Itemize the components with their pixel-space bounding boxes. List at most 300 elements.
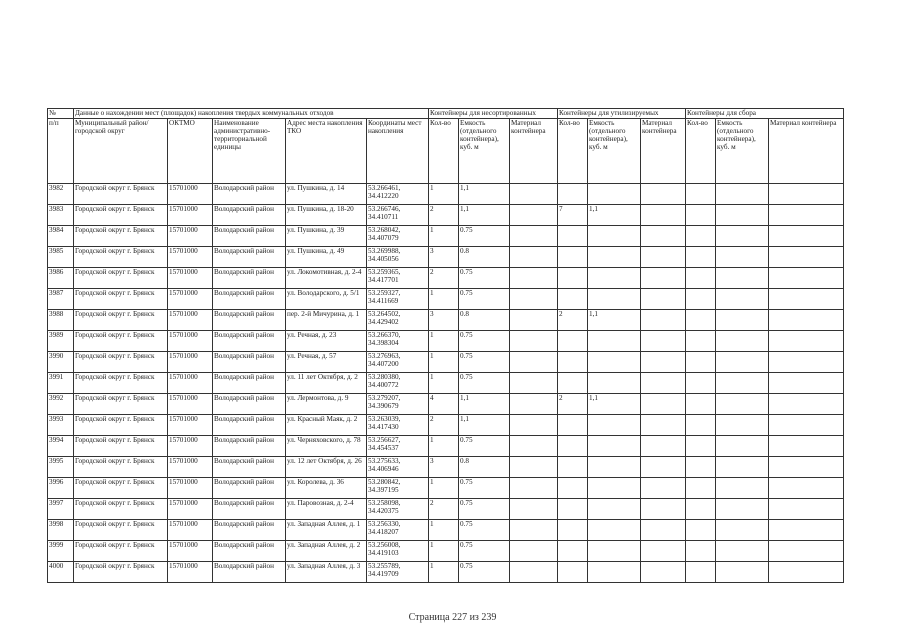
cell-count-recycle — [558, 184, 588, 205]
cell-material-recycle — [641, 310, 686, 331]
cell-count-recycle — [558, 226, 588, 247]
cell-capacity-other — [716, 205, 769, 226]
cell-oktmo: 15701000 — [168, 184, 213, 205]
cell-count-other — [686, 331, 716, 352]
cell-material-other — [769, 226, 844, 247]
header-capacity-other: Емкость (отдельного контейнера), куб. м — [716, 119, 769, 184]
cell-address: ул. Западная Аллея, д. 1 — [286, 520, 367, 541]
cell-count-other — [686, 205, 716, 226]
cell-capacity-recycle — [588, 289, 641, 310]
cell-address: ул. Королева, д. 36 — [286, 478, 367, 499]
cell-material-recycle — [641, 184, 686, 205]
cell-admin-unit: Володарский район — [213, 562, 286, 583]
cell-coordinates: 53.280380, 34.400772 — [367, 373, 429, 394]
cell-material-unsorted — [510, 205, 558, 226]
cell-count-other — [686, 499, 716, 520]
cell-oktmo: 15701000 — [168, 436, 213, 457]
table-row — [48, 436, 844, 457]
cell-material-unsorted — [510, 289, 558, 310]
cell-admin-unit: Володарский район — [213, 184, 286, 205]
cell-count-recycle — [558, 520, 588, 541]
cell-number: 3996 — [48, 478, 74, 499]
cell-address: ул. 12 лет Октября, д. 26 — [286, 457, 367, 478]
header-count-unsorted: Кол-во — [429, 119, 459, 184]
cell-capacity-unsorted: 0.75 — [459, 331, 510, 352]
cell-oktmo: 15701000 — [168, 226, 213, 247]
cell-coordinates: 53.269988, 34.405056 — [367, 247, 429, 268]
cell-admin-unit: Володарский район — [213, 289, 286, 310]
cell-municipality: Городской округ г. Брянск — [74, 352, 168, 373]
cell-capacity-recycle — [588, 226, 641, 247]
cell-address: ул. Пушкина, д. 39 — [286, 226, 367, 247]
cell-address: ул. Володарского, д. 5/1 — [286, 289, 367, 310]
waste-sites-table — [47, 108, 844, 583]
cell-capacity-recycle — [588, 541, 641, 562]
cell-coordinates: 53.275633, 34.406946 — [367, 457, 429, 478]
cell-address: ул. Речная, д. 57 — [286, 352, 367, 373]
cell-material-other — [769, 520, 844, 541]
cell-address: ул. Лермонтова, д. 9 — [286, 394, 367, 415]
cell-material-recycle — [641, 394, 686, 415]
cell-material-unsorted — [510, 310, 558, 331]
cell-admin-unit: Володарский район — [213, 247, 286, 268]
cell-capacity-unsorted: 0.75 — [459, 289, 510, 310]
cell-admin-unit: Володарский район — [213, 499, 286, 520]
cell-count-unsorted: 3 — [429, 310, 459, 331]
cell-material-unsorted — [510, 394, 558, 415]
header-group-location: Данные о нахождении мест (площадок) накопления твердых коммунальных отходов — [74, 109, 429, 119]
cell-count-recycle: 2 — [558, 394, 588, 415]
cell-count-other — [686, 478, 716, 499]
cell-material-unsorted — [510, 268, 558, 289]
cell-coordinates: 53.266461, 34.412220 — [367, 184, 429, 205]
page-number: Страница 227 из 239 — [408, 612, 497, 623]
cell-capacity-other — [716, 184, 769, 205]
cell-count-other — [686, 436, 716, 457]
header-count-recycle: Кол-во — [558, 119, 588, 184]
cell-municipality: Городской округ г. Брянск — [74, 184, 168, 205]
cell-material-unsorted — [510, 226, 558, 247]
cell-number: 3998 — [48, 520, 74, 541]
cell-count-recycle — [558, 247, 588, 268]
cell-municipality: Городской округ г. Брянск — [74, 205, 168, 226]
cell-capacity-recycle: 1,1 — [588, 205, 641, 226]
cell-address: ул. Черняховского, д. 78 — [286, 436, 367, 457]
cell-material-recycle — [641, 331, 686, 352]
table-body — [48, 184, 844, 583]
cell-number: 3983 — [48, 205, 74, 226]
cell-capacity-other — [716, 373, 769, 394]
cell-capacity-unsorted: 0.75 — [459, 562, 510, 583]
header-capacity-recycle: Емкость (отдельного контейнера), куб. м — [588, 119, 641, 184]
cell-count-unsorted: 1 — [429, 562, 459, 583]
cell-coordinates: 53.279207, 34.390679 — [367, 394, 429, 415]
cell-coordinates: 53.264502, 34.429402 — [367, 310, 429, 331]
cell-number: 3993 — [48, 415, 74, 436]
cell-material-recycle — [641, 478, 686, 499]
cell-admin-unit: Володарский район — [213, 436, 286, 457]
table-row — [48, 499, 844, 520]
cell-address: ул. Пушкина, д. 18-20 — [286, 205, 367, 226]
cell-material-other — [769, 436, 844, 457]
cell-material-other — [769, 310, 844, 331]
cell-count-recycle — [558, 562, 588, 583]
cell-capacity-recycle — [588, 331, 641, 352]
cell-number: 3985 — [48, 247, 74, 268]
cell-number: 3992 — [48, 394, 74, 415]
cell-coordinates: 53.280842, 34.397195 — [367, 478, 429, 499]
cell-material-unsorted — [510, 415, 558, 436]
cell-admin-unit: Володарский район — [213, 478, 286, 499]
table-row — [48, 184, 844, 205]
header-no: № — [48, 109, 74, 119]
cell-admin-unit: Володарский район — [213, 520, 286, 541]
cell-number: 3994 — [48, 436, 74, 457]
cell-material-other — [769, 394, 844, 415]
cell-count-other — [686, 184, 716, 205]
cell-capacity-other — [716, 562, 769, 583]
cell-material-unsorted — [510, 457, 558, 478]
cell-material-recycle — [641, 520, 686, 541]
cell-number: 3988 — [48, 310, 74, 331]
cell-count-other — [686, 562, 716, 583]
cell-material-recycle — [641, 562, 686, 583]
cell-capacity-recycle — [588, 499, 641, 520]
cell-count-unsorted: 1 — [429, 184, 459, 205]
cell-count-unsorted: 1 — [429, 331, 459, 352]
cell-capacity-other — [716, 520, 769, 541]
cell-capacity-other — [716, 415, 769, 436]
cell-coordinates: 53.256627, 34.454537 — [367, 436, 429, 457]
cell-oktmo: 15701000 — [168, 499, 213, 520]
cell-material-recycle — [641, 499, 686, 520]
cell-capacity-unsorted: 0.75 — [459, 436, 510, 457]
cell-number: 3999 — [48, 541, 74, 562]
cell-material-unsorted — [510, 499, 558, 520]
cell-municipality: Городской округ г. Брянск — [74, 268, 168, 289]
cell-material-unsorted — [510, 436, 558, 457]
cell-number: 3991 — [48, 373, 74, 394]
cell-oktmo: 15701000 — [168, 541, 213, 562]
cell-count-recycle — [558, 352, 588, 373]
cell-material-other — [769, 205, 844, 226]
cell-address: пер. 2-й Мичурина, д. 1 — [286, 310, 367, 331]
cell-count-other — [686, 352, 716, 373]
cell-capacity-unsorted: 1,1 — [459, 394, 510, 415]
cell-admin-unit: Володарский район — [213, 205, 286, 226]
cell-count-recycle: 2 — [558, 310, 588, 331]
cell-capacity-other — [716, 541, 769, 562]
cell-material-recycle — [641, 205, 686, 226]
table-row — [48, 373, 844, 394]
cell-coordinates: 53.276963, 34.407200 — [367, 352, 429, 373]
header-count-other: Кол-во — [686, 119, 716, 184]
cell-admin-unit: Володарский район — [213, 352, 286, 373]
cell-capacity-recycle — [588, 457, 641, 478]
table-row — [48, 457, 844, 478]
cell-admin-unit: Володарский район — [213, 331, 286, 352]
cell-coordinates: 53.255789, 34.419709 — [367, 562, 429, 583]
cell-count-recycle: 7 — [558, 205, 588, 226]
cell-material-other — [769, 373, 844, 394]
cell-material-other — [769, 184, 844, 205]
cell-coordinates: 53.268042, 34.407079 — [367, 226, 429, 247]
cell-capacity-recycle: 1,1 — [588, 310, 641, 331]
cell-number: 3989 — [48, 331, 74, 352]
header-material-unsorted: Материал контейнера — [510, 119, 558, 184]
cell-number: 3987 — [48, 289, 74, 310]
cell-capacity-unsorted: 0.8 — [459, 247, 510, 268]
cell-admin-unit: Володарский район — [213, 310, 286, 331]
header-group-recycle: Контейнеры для утилизируемых — [558, 109, 686, 119]
cell-admin-unit: Володарский район — [213, 457, 286, 478]
cell-material-recycle — [641, 268, 686, 289]
cell-municipality: Городской округ г. Брянск — [74, 436, 168, 457]
cell-oktmo: 15701000 — [168, 520, 213, 541]
cell-municipality: Городской округ г. Брянск — [74, 226, 168, 247]
cell-material-unsorted — [510, 373, 558, 394]
cell-oktmo: 15701000 — [168, 310, 213, 331]
cell-material-other — [769, 415, 844, 436]
cell-address: ул. Локомотивная, д. 2-4 — [286, 268, 367, 289]
cell-number: 3990 — [48, 352, 74, 373]
cell-capacity-recycle — [588, 373, 641, 394]
cell-count-unsorted: 2 — [429, 415, 459, 436]
cell-count-recycle — [558, 478, 588, 499]
cell-oktmo: 15701000 — [168, 394, 213, 415]
header-coordinates: Координаты мест накопления — [367, 119, 429, 184]
cell-capacity-unsorted: 0.75 — [459, 373, 510, 394]
cell-coordinates: 53.258098, 34.420375 — [367, 499, 429, 520]
table-row — [48, 247, 844, 268]
cell-oktmo: 15701000 — [168, 415, 213, 436]
cell-count-unsorted: 1 — [429, 520, 459, 541]
cell-count-unsorted: 1 — [429, 352, 459, 373]
header-municipality: Муниципальный район/городской округ — [74, 119, 168, 184]
registry-sheet — [47, 108, 843, 592]
table-row — [48, 352, 844, 373]
cell-capacity-other — [716, 289, 769, 310]
cell-capacity-other — [716, 499, 769, 520]
cell-material-recycle — [641, 247, 686, 268]
cell-material-other — [769, 478, 844, 499]
cell-capacity-unsorted: 0.75 — [459, 478, 510, 499]
cell-count-unsorted: 1 — [429, 478, 459, 499]
cell-count-other — [686, 457, 716, 478]
cell-count-unsorted: 3 — [429, 247, 459, 268]
cell-number: 3984 — [48, 226, 74, 247]
cell-admin-unit: Володарский район — [213, 394, 286, 415]
cell-capacity-unsorted: 0.75 — [459, 226, 510, 247]
cell-material-recycle — [641, 541, 686, 562]
cell-capacity-other — [716, 226, 769, 247]
cell-address: ул. Западная Аллея, д. 3 — [286, 562, 367, 583]
cell-count-recycle — [558, 415, 588, 436]
cell-count-recycle — [558, 541, 588, 562]
cell-address: ул. 11 лет Октября, д. 2 — [286, 373, 367, 394]
cell-count-recycle — [558, 289, 588, 310]
cell-capacity-recycle — [588, 268, 641, 289]
cell-material-other — [769, 331, 844, 352]
table-row — [48, 520, 844, 541]
cell-capacity-recycle — [588, 352, 641, 373]
cell-count-unsorted: 1 — [429, 436, 459, 457]
cell-municipality: Городской округ г. Брянск — [74, 415, 168, 436]
cell-capacity-other — [716, 331, 769, 352]
cell-material-recycle — [641, 352, 686, 373]
cell-material-other — [769, 562, 844, 583]
cell-number: 4000 — [48, 562, 74, 583]
cell-coordinates: 53.263039, 34.417430 — [367, 415, 429, 436]
table-row — [48, 478, 844, 499]
cell-oktmo: 15701000 — [168, 478, 213, 499]
cell-count-recycle — [558, 373, 588, 394]
table-row — [48, 226, 844, 247]
cell-admin-unit: Володарский район — [213, 226, 286, 247]
table-row — [48, 394, 844, 415]
header-oktmo: ОКТМО — [168, 119, 213, 184]
cell-count-other — [686, 289, 716, 310]
table-row — [48, 541, 844, 562]
cell-municipality: Городской округ г. Брянск — [74, 331, 168, 352]
cell-address: ул. Западная Аллея, д. 2 — [286, 541, 367, 562]
cell-capacity-unsorted: 0.8 — [459, 457, 510, 478]
cell-count-other — [686, 247, 716, 268]
cell-count-recycle — [558, 268, 588, 289]
header-row-groups — [48, 109, 844, 119]
header-group-unsorted: Контейнеры для несортированных — [429, 109, 558, 119]
cell-coordinates: 53.256008, 34.419103 — [367, 541, 429, 562]
cell-material-recycle — [641, 415, 686, 436]
cell-municipality: Городской округ г. Брянск — [74, 247, 168, 268]
cell-oktmo: 15701000 — [168, 331, 213, 352]
cell-count-unsorted: 2 — [429, 205, 459, 226]
cell-capacity-other — [716, 247, 769, 268]
cell-number: 3982 — [48, 184, 74, 205]
header-material-other: Материал контейнера — [769, 119, 844, 184]
cell-address: ул. Паровозная, д. 2-4 — [286, 499, 367, 520]
cell-material-unsorted — [510, 541, 558, 562]
cell-coordinates: 53.266370, 34.398304 — [367, 331, 429, 352]
cell-count-unsorted: 1 — [429, 373, 459, 394]
cell-capacity-unsorted: 0.75 — [459, 352, 510, 373]
cell-count-unsorted: 1 — [429, 541, 459, 562]
cell-capacity-unsorted: 0.75 — [459, 268, 510, 289]
cell-address: ул. Речная, д. 23 — [286, 331, 367, 352]
cell-count-unsorted: 2 — [429, 499, 459, 520]
cell-municipality: Городской округ г. Брянск — [74, 541, 168, 562]
cell-coordinates: 53.266746, 34.410711 — [367, 205, 429, 226]
cell-capacity-other — [716, 310, 769, 331]
cell-admin-unit: Володарский район — [213, 541, 286, 562]
cell-capacity-other — [716, 457, 769, 478]
cell-capacity-other — [716, 394, 769, 415]
cell-capacity-recycle: 1,1 — [588, 394, 641, 415]
cell-material-unsorted — [510, 331, 558, 352]
table-row — [48, 562, 844, 583]
cell-count-recycle — [558, 331, 588, 352]
cell-oktmo: 15701000 — [168, 205, 213, 226]
cell-municipality: Городской округ г. Брянск — [74, 520, 168, 541]
cell-material-recycle — [641, 289, 686, 310]
header-admin-unit: Наименование административно-территориальной единицы — [213, 119, 286, 184]
cell-capacity-unsorted: 0.75 — [459, 520, 510, 541]
cell-count-unsorted: 3 — [429, 457, 459, 478]
cell-oktmo: 15701000 — [168, 352, 213, 373]
cell-count-unsorted: 1 — [429, 289, 459, 310]
table-row — [48, 289, 844, 310]
table-row — [48, 310, 844, 331]
cell-material-unsorted — [510, 520, 558, 541]
cell-number: 3995 — [48, 457, 74, 478]
cell-capacity-other — [716, 478, 769, 499]
cell-count-other — [686, 373, 716, 394]
cell-coordinates: 53.259365, 34.417701 — [367, 268, 429, 289]
cell-number: 3986 — [48, 268, 74, 289]
table-row — [48, 268, 844, 289]
cell-material-recycle — [641, 226, 686, 247]
cell-municipality: Городской округ г. Брянск — [74, 394, 168, 415]
cell-capacity-recycle — [588, 520, 641, 541]
cell-capacity-recycle — [588, 415, 641, 436]
cell-capacity-other — [716, 352, 769, 373]
cell-material-recycle — [641, 436, 686, 457]
header-pp: п/п — [48, 119, 74, 184]
cell-capacity-unsorted: 0.75 — [459, 499, 510, 520]
cell-count-unsorted: 2 — [429, 268, 459, 289]
cell-material-other — [769, 247, 844, 268]
cell-count-recycle — [558, 499, 588, 520]
cell-capacity-recycle — [588, 436, 641, 457]
cell-material-unsorted — [510, 184, 558, 205]
cell-address: ул. Красный Маяк, д. 2 — [286, 415, 367, 436]
header-group-other: Контейнеры для сбора — [686, 109, 844, 119]
cell-material-other — [769, 457, 844, 478]
cell-capacity-unsorted: 1,1 — [459, 184, 510, 205]
cell-material-unsorted — [510, 478, 558, 499]
cell-address: ул. Пушкина, д. 49 — [286, 247, 367, 268]
cell-material-unsorted — [510, 352, 558, 373]
cell-count-unsorted: 1 — [429, 226, 459, 247]
cell-material-other — [769, 352, 844, 373]
cell-count-other — [686, 268, 716, 289]
cell-count-other — [686, 394, 716, 415]
cell-count-recycle — [558, 457, 588, 478]
cell-material-other — [769, 268, 844, 289]
cell-municipality: Городской округ г. Брянск — [74, 499, 168, 520]
cell-capacity-recycle — [588, 562, 641, 583]
cell-admin-unit: Володарский район — [213, 268, 286, 289]
cell-oktmo: 15701000 — [168, 457, 213, 478]
cell-capacity-other — [716, 436, 769, 457]
cell-number: 3997 — [48, 499, 74, 520]
header-row-columns — [48, 119, 844, 184]
cell-material-recycle — [641, 373, 686, 394]
cell-material-other — [769, 541, 844, 562]
cell-capacity-recycle — [588, 478, 641, 499]
cell-material-other — [769, 499, 844, 520]
cell-capacity-recycle — [588, 247, 641, 268]
header-address: Адрес места накопления ТКО — [286, 119, 367, 184]
cell-municipality: Городской округ г. Брянск — [74, 457, 168, 478]
cell-count-recycle — [558, 436, 588, 457]
cell-municipality: Городской округ г. Брянск — [74, 289, 168, 310]
cell-count-other — [686, 415, 716, 436]
cell-address: ул. Пушкина, д. 14 — [286, 184, 367, 205]
table-row — [48, 205, 844, 226]
cell-oktmo: 15701000 — [168, 247, 213, 268]
cell-capacity-unsorted: 0.75 — [459, 541, 510, 562]
